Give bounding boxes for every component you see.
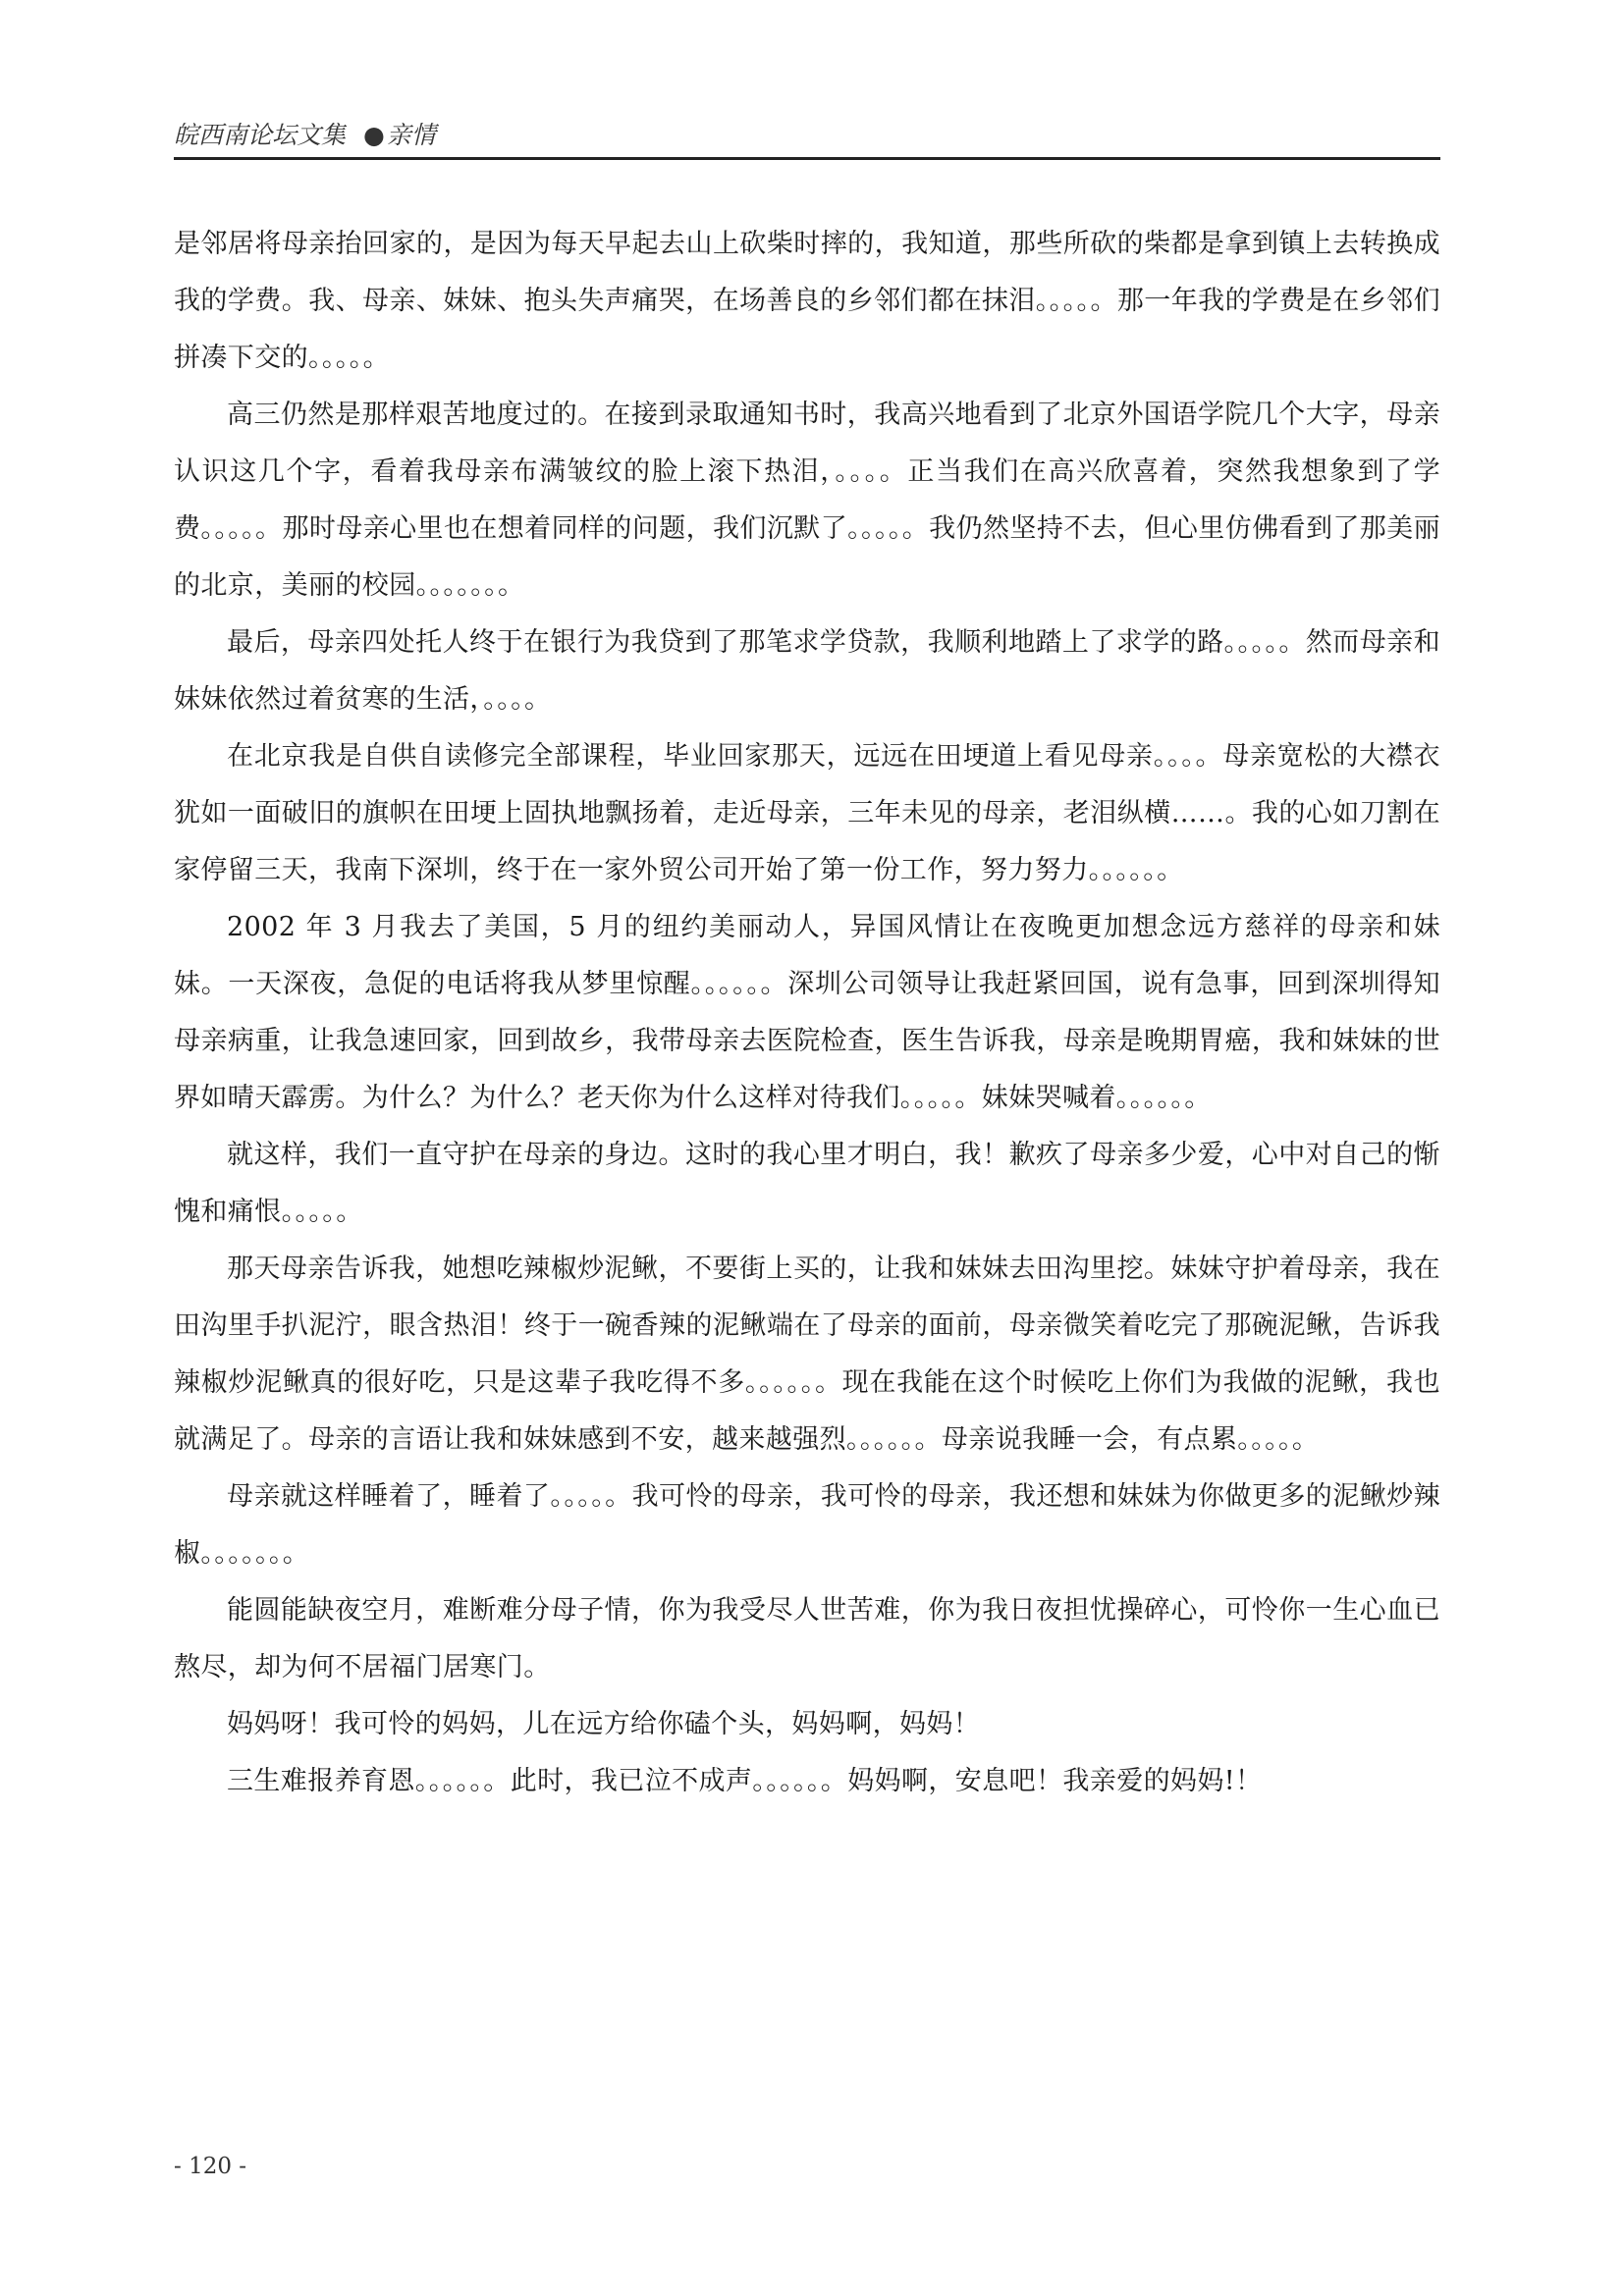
paragraph-5: 2002 年 3 月我去了美国，5 月的纽约美丽动人，异国风情让在夜晚更加想念远方慈祥的母亲和妹妹。一天深夜，急促的电话将我从梦里惊醒。。。。。。深圳公司领导让我赶紧回国，说有急事，回到深圳得知母亲病重，让我急速回家，回到故乡，我带母亲去医院检查，医生告诉我，母亲是晚期胃癌，我和妹妹的世界如晴天霹雳。为什么？为什么？老天你为什么这样对待我们。。。。。妹妹哭喊着。。。。。。 xyxy=(174,912,1440,1113)
article-body xyxy=(174,216,1440,1810)
paragraph-4: 在北京我是自供自读修完全部课程，毕业回家那天，远远在田埂道上看见母亲。。。。母亲宽松的大襟衣犹如一面破旧的旗帜在田埂上固执地飘扬着，走近母亲，三年未见的母亲，老泪纵横……。我的心如刀割在家停留三天，我南下深圳，终于在一家外贸公司开始了第一份工作，努力努力。。。。。。 xyxy=(174,741,1440,885)
paragraph-7: 那天母亲告诉我，她想吃辣椒炒泥鳅，不要街上买的，让我和妹妹去田沟里挖。妹妹守护着母亲，我在田沟里手扒泥泞，眼含热泪！终于一碗香辣的泥鳅端在了母亲的面前，母亲微笑着吃完了那碗泥鳅，告诉我辣椒炒泥鳅真的很好吃，只是这辈子我吃得不多。。。。。。现在我能在这个时候吃上你们为我做的泥鳅，我也就满足了。母亲的言语让我和妹妹感到不安，越来越强烈。。。。。。母亲说我睡一会，有点累。。。。。 xyxy=(174,1254,1440,1455)
section-title: 亲情 xyxy=(386,121,436,149)
paragraph-11: 三生难报养育恩。。。。。。此时，我已泣不成声。。。。。。妈妈啊，安息吧！我亲爱的妈妈!！ xyxy=(227,1766,1263,1796)
paragraph-2: 高三仍然是那样艰苦地度过的。在接到录取通知书时，我高兴地看到了北京外国语学院几个大字，母亲认识这几个字，看着我母亲布满皱纹的脸上滚下热泪，。。。。正当我们在高兴欣喜着，突然我想象到了学费。。。。。那时母亲心里也在想着同样的问题，我们沉默了。。。。。我仍然坚持不去，但心里仿佛看到了那美丽的北京，美丽的校园。。。。。。。 xyxy=(174,400,1440,601)
paragraph-10: 妈妈呀！我可怜的妈妈，儿在远方给你磕个头，妈妈啊，妈妈！ xyxy=(227,1709,981,1739)
running-header xyxy=(174,110,1440,160)
header-text xyxy=(174,116,436,151)
paragraph-6: 就这样，我们一直守护在母亲的身边。这时的我心里才明白，我！歉疚了母亲多少爱，心中对自己的惭愧和痛恨。。。。。 xyxy=(174,1140,1440,1227)
bullet-icon: ● xyxy=(363,121,385,149)
paragraph-9: 能圆能缺夜空月，难断难分母子情，你为我受尽人世苦难，你为我日夜担忧操碎心，可怜你一生心血已熬尽，却为何不居福门居寒门。 xyxy=(174,1595,1440,1682)
page-number: - 120 - xyxy=(174,2154,247,2179)
paragraph-3: 最后，母亲四处托人终于在银行为我贷到了那笔求学贷款，我顺利地踏上了求学的路。。。。。然而母亲和妹妹依然过着贫寒的生活，。。。。 xyxy=(174,627,1440,715)
paragraph-8: 母亲就这样睡着了，睡着了。。。。。我可怜的母亲，我可怜的母亲，我还想和妹妹为你做更多的泥鳅炒辣椒。。。。。。。 xyxy=(174,1481,1440,1569)
book-title: 皖西南论坛文集 xyxy=(174,121,347,149)
paragraph-1: 是邻居将母亲抬回家的，是因为每天早起去山上砍柴时摔的，我知道，那些所砍的柴都是拿到镇上去转换成我的学费。我、母亲、妹妹、抱头失声痛哭，在场善良的乡邻们都在抹泪。。。。。那一年我的学费是在乡邻们拼凑下交的。。。。。 xyxy=(174,229,1440,373)
